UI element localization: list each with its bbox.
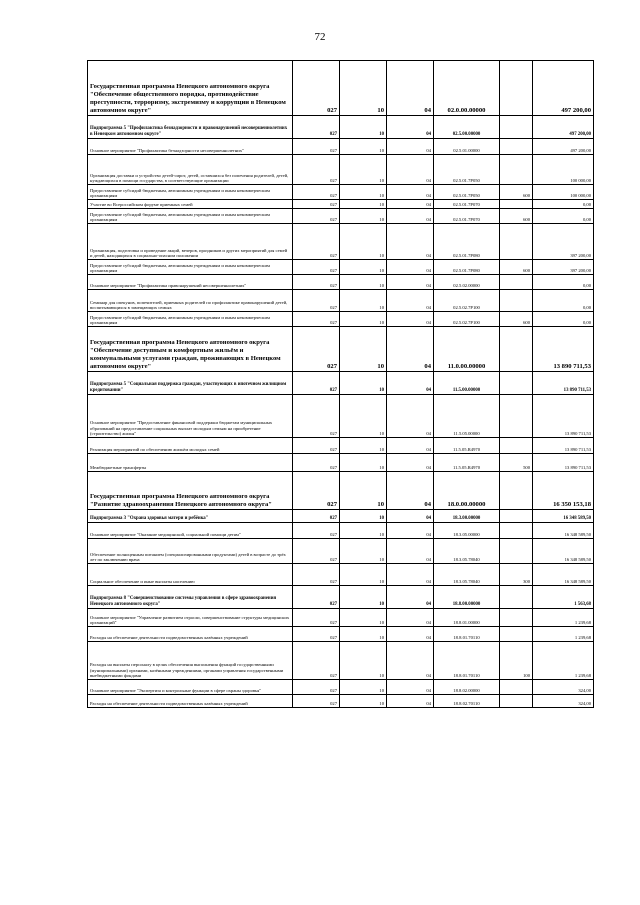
table-row [88, 586, 594, 609]
budget-amount: 397 200,00 [533, 224, 594, 260]
budget-amount: 497 200,00 [533, 116, 594, 139]
budget-subsection-code: 04 [387, 627, 434, 642]
budget-item-name: Обеспечение полноценным питанием (специализированными продуктами) детей в возрасте до трёх лет по заключению врача [88, 539, 293, 564]
budget-amount: 1 239,68 [533, 609, 594, 627]
budget-admin-code: 027 [293, 200, 340, 209]
budget-target-article: 02.5.01.7Р050 [434, 185, 500, 200]
budget-target-article: 18.8.02.00000 [434, 680, 500, 695]
budget-amount: 0,00 [533, 275, 594, 290]
budget-section-code: 10 [340, 523, 387, 539]
budget-target-article: 18.8.02.70110 [434, 695, 500, 708]
budget-subsection-code: 04 [387, 200, 434, 209]
budget-subsection-code: 04 [387, 312, 434, 327]
budget-expense-type [500, 395, 533, 438]
budget-item-name: Расходы на обеспечение деятельности подведомственных казённых учреждений [88, 695, 293, 708]
budget-item-name: Государственная программа Ненецкого автономного округа "Обеспечение доступным и комфортным жильём и коммунальными услугами граждан, проживающих в Ненецком автономном округе" [88, 327, 293, 372]
budget-admin-code: 027 [293, 275, 340, 290]
table-row [88, 510, 594, 523]
budget-admin-code: 027 [293, 185, 340, 200]
budget-target-article: 11.0.00.00000 [434, 327, 500, 372]
budget-section-code: 10 [340, 372, 387, 395]
table-row [88, 609, 594, 627]
budget-subsection-code: 04 [387, 372, 434, 395]
budget-amount: 16 348 589,50 [533, 539, 594, 564]
budget-section-code: 10 [340, 139, 387, 155]
budget-expense-type [500, 695, 533, 708]
budget-expense-type: 600 [500, 312, 533, 327]
budget-admin-code: 027 [293, 454, 340, 472]
budget-admin-code: 027 [293, 472, 340, 510]
budget-item-name: Участие во Всероссийском форуме приемных семей [88, 200, 293, 209]
budget-amount: 16 350 153,18 [533, 472, 594, 510]
budget-section-code: 10 [340, 627, 387, 642]
budget-target-article: 02.5.01.7Р080 [434, 224, 500, 260]
budget-item-name: Организация, подготовка и проведение акций, вечеров, праздников и других мероприятий для семей и детей, находящихся в социально-опасном положении [88, 224, 293, 260]
budget-target-article: 18.3.05.78040 [434, 564, 500, 586]
table-row [88, 395, 594, 438]
budget-admin-code: 027 [293, 627, 340, 642]
budget-subsection-code: 04 [387, 642, 434, 680]
budget-item-name: Организация доставки и устройство детей-сирот, детей, оставшихся без попечения родителей, детей, нуждающихся в помощи государства, в соответствующие организации [88, 155, 293, 185]
budget-expense-type [500, 586, 533, 609]
budget-admin-code: 027 [293, 510, 340, 523]
budget-expense-type [500, 609, 533, 627]
budget-admin-code: 027 [293, 680, 340, 695]
table-row [88, 275, 594, 290]
budget-subsection-code: 04 [387, 139, 434, 155]
budget-item-name: Государственная программа Ненецкого автономного округа "Обеспечение общественного порядка, противодействие преступности, терроризму, экстремизму и коррупции в Ненецком автономном округе" [88, 61, 293, 116]
budget-target-article: 18.0.00.00000 [434, 472, 500, 510]
budget-target-article: 18.3.00.00000 [434, 510, 500, 523]
budget-item-name: Предоставление субсидий бюджетным, автономным учреждениям и иным некоммерческим организациям [88, 209, 293, 224]
budget-subsection-code: 04 [387, 510, 434, 523]
table-row [88, 224, 594, 260]
budget-target-article: 02.5.02.7Р100 [434, 312, 500, 327]
budget-item-name: Подпрограмма 5 "Социальная поддержка граждан, участвующих в ипотечном жилищном кредитовании" [88, 372, 293, 395]
budget-subsection-code: 04 [387, 260, 434, 275]
budget-target-article: 02.5.01.7Р070 [434, 209, 500, 224]
budget-expense-type: 300 [500, 564, 533, 586]
budget-item-name: Основное мероприятие "Экспертиза и контрольные функции в сфере охраны здоровья" [88, 680, 293, 695]
budget-subsection-code: 04 [387, 209, 434, 224]
table-row [88, 680, 594, 695]
budget-target-article: 11.5.05.R4970 [434, 454, 500, 472]
budget-target-article: 02.5.00.00000 [434, 116, 500, 139]
budget-item-name: Семинар для опекунов, попечителей, приемных родителей по профилактике правонарушений детей, воспитывающихся в замещающих семьях [88, 290, 293, 312]
budget-subsection-code: 04 [387, 395, 434, 438]
budget-amount: 13 890 711,53 [533, 454, 594, 472]
budget-subsection-code: 04 [387, 438, 434, 454]
budget-section-code: 10 [340, 290, 387, 312]
budget-subsection-code: 04 [387, 609, 434, 627]
budget-section-code: 10 [340, 539, 387, 564]
budget-amount: 1 563,68 [533, 586, 594, 609]
budget-amount: 16 348 589,50 [533, 523, 594, 539]
table-row [88, 260, 594, 275]
budget-target-article: 18.8.01.00000 [434, 609, 500, 627]
budget-admin-code: 027 [293, 155, 340, 185]
budget-section-code: 10 [340, 695, 387, 708]
budget-expense-type [500, 627, 533, 642]
budget-expense-type: 600 [500, 260, 533, 275]
budget-expense-type [500, 139, 533, 155]
budget-amount: 497 200,00 [533, 61, 594, 116]
budget-admin-code: 027 [293, 61, 340, 116]
budget-admin-code: 027 [293, 564, 340, 586]
budget-subsection-code: 04 [387, 224, 434, 260]
budget-target-article: 11.5.05.00000 [434, 395, 500, 438]
budget-section-code: 10 [340, 275, 387, 290]
budget-expense-type [500, 539, 533, 564]
budget-item-name: Расходы на обеспечение деятельности подведомственных казённых учреждений [88, 627, 293, 642]
budget-item-name: Основное мероприятие "Предоставление финансовой поддержки бюджетам муниципальных образований на предоставление социальных выплат молодым семьям на приобретение (строительство) жилья" [88, 395, 293, 438]
table-row [88, 185, 594, 200]
budget-subsection-code: 04 [387, 472, 434, 510]
budget-admin-code: 027 [293, 260, 340, 275]
budget-item-name: Подпрограмма 8 "Совершенствование системы управления в сфере здравоохранения Ненецкого автономного округа" [88, 586, 293, 609]
budget-admin-code: 027 [293, 695, 340, 708]
budget-admin-code: 027 [293, 642, 340, 680]
budget-section-code: 10 [340, 586, 387, 609]
budget-amount: 497 200,00 [533, 139, 594, 155]
budget-admin-code: 027 [293, 609, 340, 627]
budget-section-code: 10 [340, 438, 387, 454]
budget-section-code: 10 [340, 642, 387, 680]
budget-amount: 100 000,00 [533, 155, 594, 185]
budget-amount: 0,00 [533, 209, 594, 224]
budget-expense-type: 600 [500, 209, 533, 224]
budget-item-name: Межбюджетные трансферты [88, 454, 293, 472]
budget-amount: 13 890 711,53 [533, 327, 594, 372]
budget-amount: 1 239,68 [533, 642, 594, 680]
budget-admin-code: 027 [293, 395, 340, 438]
budget-amount: 397 200,00 [533, 260, 594, 275]
budget-section-code: 10 [340, 200, 387, 209]
budget-section-code: 10 [340, 312, 387, 327]
budget-target-article: 02.5.01.7Р050 [434, 155, 500, 185]
table-row [88, 539, 594, 564]
budget-amount: 1 239,68 [533, 627, 594, 642]
table-row [88, 695, 594, 708]
budget-item-name: Предоставление субсидий бюджетным, автономным учреждениям и иным некоммерческим организациям [88, 260, 293, 275]
table-row [88, 472, 594, 510]
budget-section-code: 10 [340, 327, 387, 372]
budget-section-code: 10 [340, 61, 387, 116]
budget-amount: 16 348 589,50 [533, 564, 594, 586]
budget-item-name: Основное мероприятие "Профилактика безнадзорности несовершеннолетних" [88, 139, 293, 155]
budget-amount: 13 890 711,53 [533, 395, 594, 438]
budget-expense-type [500, 372, 533, 395]
budget-section-code: 10 [340, 209, 387, 224]
budget-subsection-code: 04 [387, 116, 434, 139]
budget-expense-type [500, 275, 533, 290]
budget-expense-type: 100 [500, 642, 533, 680]
budget-target-article: 02.5.01.7Р070 [434, 200, 500, 209]
budget-expense-type [500, 523, 533, 539]
budget-expense-type [500, 290, 533, 312]
page-number: 72 [314, 31, 326, 43]
budget-target-article: 18.8.01.70110 [434, 627, 500, 642]
budget-amount: 0,00 [533, 200, 594, 209]
budget-target-article: 18.8.01.70110 [434, 642, 500, 680]
budget-item-name: Государственная программа Ненецкого автономного округа "Развитие здравоохранения Ненецкого автономного округа" [88, 472, 293, 510]
table-row [88, 155, 594, 185]
budget-admin-code: 027 [293, 290, 340, 312]
budget-section-code: 10 [340, 224, 387, 260]
budget-subsection-code: 04 [387, 61, 434, 116]
budget-admin-code: 027 [293, 116, 340, 139]
budget-target-article: 02.5.02.7Р100 [434, 290, 500, 312]
budget-item-name: Социальное обеспечение и иные выплаты населению [88, 564, 293, 586]
budget-table [87, 60, 594, 708]
table-row [88, 116, 594, 139]
table-row [88, 200, 594, 209]
budget-expense-type [500, 472, 533, 510]
budget-target-article: 11.5.05.R4970 [434, 438, 500, 454]
budget-item-name: Основное мероприятие "Управление развитием отрасли, совершенствование структуры медицинских организаций" [88, 609, 293, 627]
table-row [88, 139, 594, 155]
budget-amount: 13 890 711,53 [533, 438, 594, 454]
budget-target-article: 02.5.01.7Р080 [434, 260, 500, 275]
table-row [88, 209, 594, 224]
budget-amount: 0,00 [533, 312, 594, 327]
budget-amount: 324,00 [533, 695, 594, 708]
budget-subsection-code: 04 [387, 564, 434, 586]
table-row [88, 327, 594, 372]
budget-amount: 100 000,00 [533, 185, 594, 200]
budget-amount: 16 348 589,50 [533, 510, 594, 523]
budget-target-article: 02.5.02.00000 [434, 275, 500, 290]
budget-item-name: Основное мероприятие "Профилактика правонарушений несовершеннолетних" [88, 275, 293, 290]
budget-admin-code: 027 [293, 312, 340, 327]
budget-section-code: 10 [340, 564, 387, 586]
budget-subsection-code: 04 [387, 290, 434, 312]
budget-expense-type [500, 200, 533, 209]
budget-target-article: 18.8.00.00000 [434, 586, 500, 609]
budget-item-name: Основное мероприятие "Оказание медицинской, социальной помощи детям" [88, 523, 293, 539]
budget-expense-type: 500 [500, 454, 533, 472]
budget-expense-type [500, 155, 533, 185]
budget-item-name: Реализация мероприятий по обеспечению жильём молодых семей [88, 438, 293, 454]
table-row [88, 372, 594, 395]
table-row [88, 438, 594, 454]
budget-subsection-code: 04 [387, 523, 434, 539]
budget-target-article: 02.5.01.00000 [434, 139, 500, 155]
table-row [88, 454, 594, 472]
table-row [88, 312, 594, 327]
budget-amount: 0,00 [533, 290, 594, 312]
budget-subsection-code: 04 [387, 185, 434, 200]
budget-target-article: 18.3.05.78040 [434, 539, 500, 564]
budget-expense-type [500, 61, 533, 116]
budget-target-article: 02.0.00.00000 [434, 61, 500, 116]
budget-table-body [88, 61, 594, 708]
budget-target-article: 18.3.05.00000 [434, 523, 500, 539]
budget-item-name: Расходы на выплаты персоналу в целях обеспечения выполнения функций государственными (муниципальными) органами, казёнными учреждениями, органами управления государственными внебюджетными фондами [88, 642, 293, 680]
budget-target-article: 11.5.00.00000 [434, 372, 500, 395]
budget-expense-type [500, 116, 533, 139]
budget-admin-code: 027 [293, 224, 340, 260]
table-row [88, 523, 594, 539]
budget-expense-type: 600 [500, 185, 533, 200]
budget-subsection-code: 04 [387, 680, 434, 695]
table-row [88, 564, 594, 586]
budget-admin-code: 027 [293, 586, 340, 609]
table-row [88, 290, 594, 312]
budget-expense-type [500, 510, 533, 523]
budget-admin-code: 027 [293, 139, 340, 155]
table-row [88, 642, 594, 680]
budget-subsection-code: 04 [387, 539, 434, 564]
budget-admin-code: 027 [293, 209, 340, 224]
budget-admin-code: 027 [293, 523, 340, 539]
budget-section-code: 10 [340, 116, 387, 139]
budget-subsection-code: 04 [387, 155, 434, 185]
budget-section-code: 10 [340, 155, 387, 185]
budget-section-code: 10 [340, 510, 387, 523]
budget-section-code: 10 [340, 185, 387, 200]
budget-amount: 324,00 [533, 680, 594, 695]
budget-admin-code: 027 [293, 327, 340, 372]
budget-item-name: Подпрограмма 5 "Профилактика безнадзорности и правонарушений несовершеннолетних в Ненецком автономном округе" [88, 116, 293, 139]
budget-item-name: Подпрограмма 3 "Охрана здоровья матери и ребёнка" [88, 510, 293, 523]
budget-admin-code: 027 [293, 372, 340, 395]
table-row [88, 61, 594, 116]
budget-section-code: 10 [340, 472, 387, 510]
budget-expense-type [500, 680, 533, 695]
budget-admin-code: 027 [293, 438, 340, 454]
budget-section-code: 10 [340, 395, 387, 438]
budget-subsection-code: 04 [387, 327, 434, 372]
budget-amount: 13 890 711,53 [533, 372, 594, 395]
budget-subsection-code: 04 [387, 695, 434, 708]
budget-item-name: Предоставление субсидий бюджетным, автономным учреждениям и иным некоммерческим организациям [88, 185, 293, 200]
budget-expense-type [500, 327, 533, 372]
budget-expense-type [500, 224, 533, 260]
budget-subsection-code: 04 [387, 275, 434, 290]
budget-section-code: 10 [340, 260, 387, 275]
budget-subsection-code: 04 [387, 454, 434, 472]
table-row [88, 627, 594, 642]
budget-section-code: 10 [340, 680, 387, 695]
budget-expense-type [500, 438, 533, 454]
budget-subsection-code: 04 [387, 586, 434, 609]
budget-section-code: 10 [340, 454, 387, 472]
budget-section-code: 10 [340, 609, 387, 627]
budget-admin-code: 027 [293, 539, 340, 564]
budget-item-name: Предоставление субсидий бюджетным, автономным учреждениям и иным некоммерческим организациям [88, 312, 293, 327]
